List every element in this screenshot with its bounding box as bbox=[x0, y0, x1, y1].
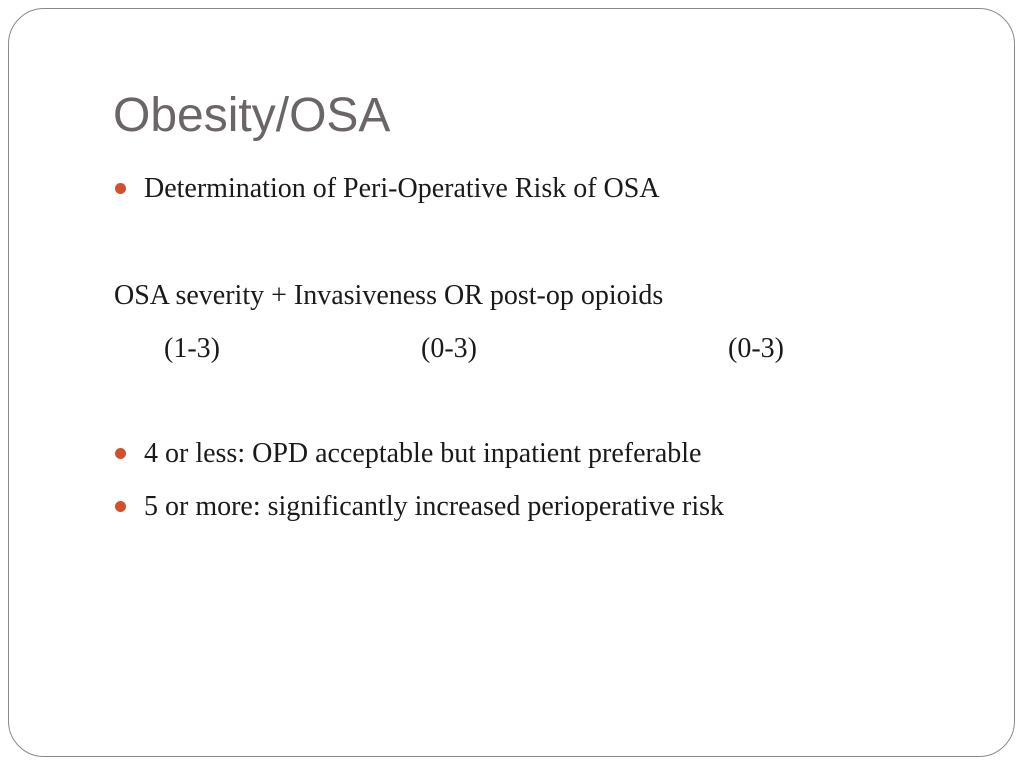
bullet-text: Determination of Peri-Operative Risk of OSA bbox=[144, 173, 660, 204]
bullet-dot-icon bbox=[115, 448, 126, 459]
opioids-range: (0-3) bbox=[728, 333, 784, 364]
bullet-dot-icon bbox=[115, 183, 126, 194]
slide-title: Obesity/OSA bbox=[113, 89, 391, 142]
risk-formula: OSA severity + Invasiveness OR post-op opioids bbox=[114, 280, 664, 311]
invasiveness-range: (0-3) bbox=[421, 333, 477, 364]
bullet-dot-icon bbox=[115, 501, 126, 512]
bullet-text: 5 or more: significantly increased perioperative risk bbox=[144, 491, 725, 522]
osa-severity-range: (1-3) bbox=[164, 333, 220, 364]
bullet-text: 4 or less: OPD acceptable but inpatient preferable bbox=[144, 438, 702, 469]
